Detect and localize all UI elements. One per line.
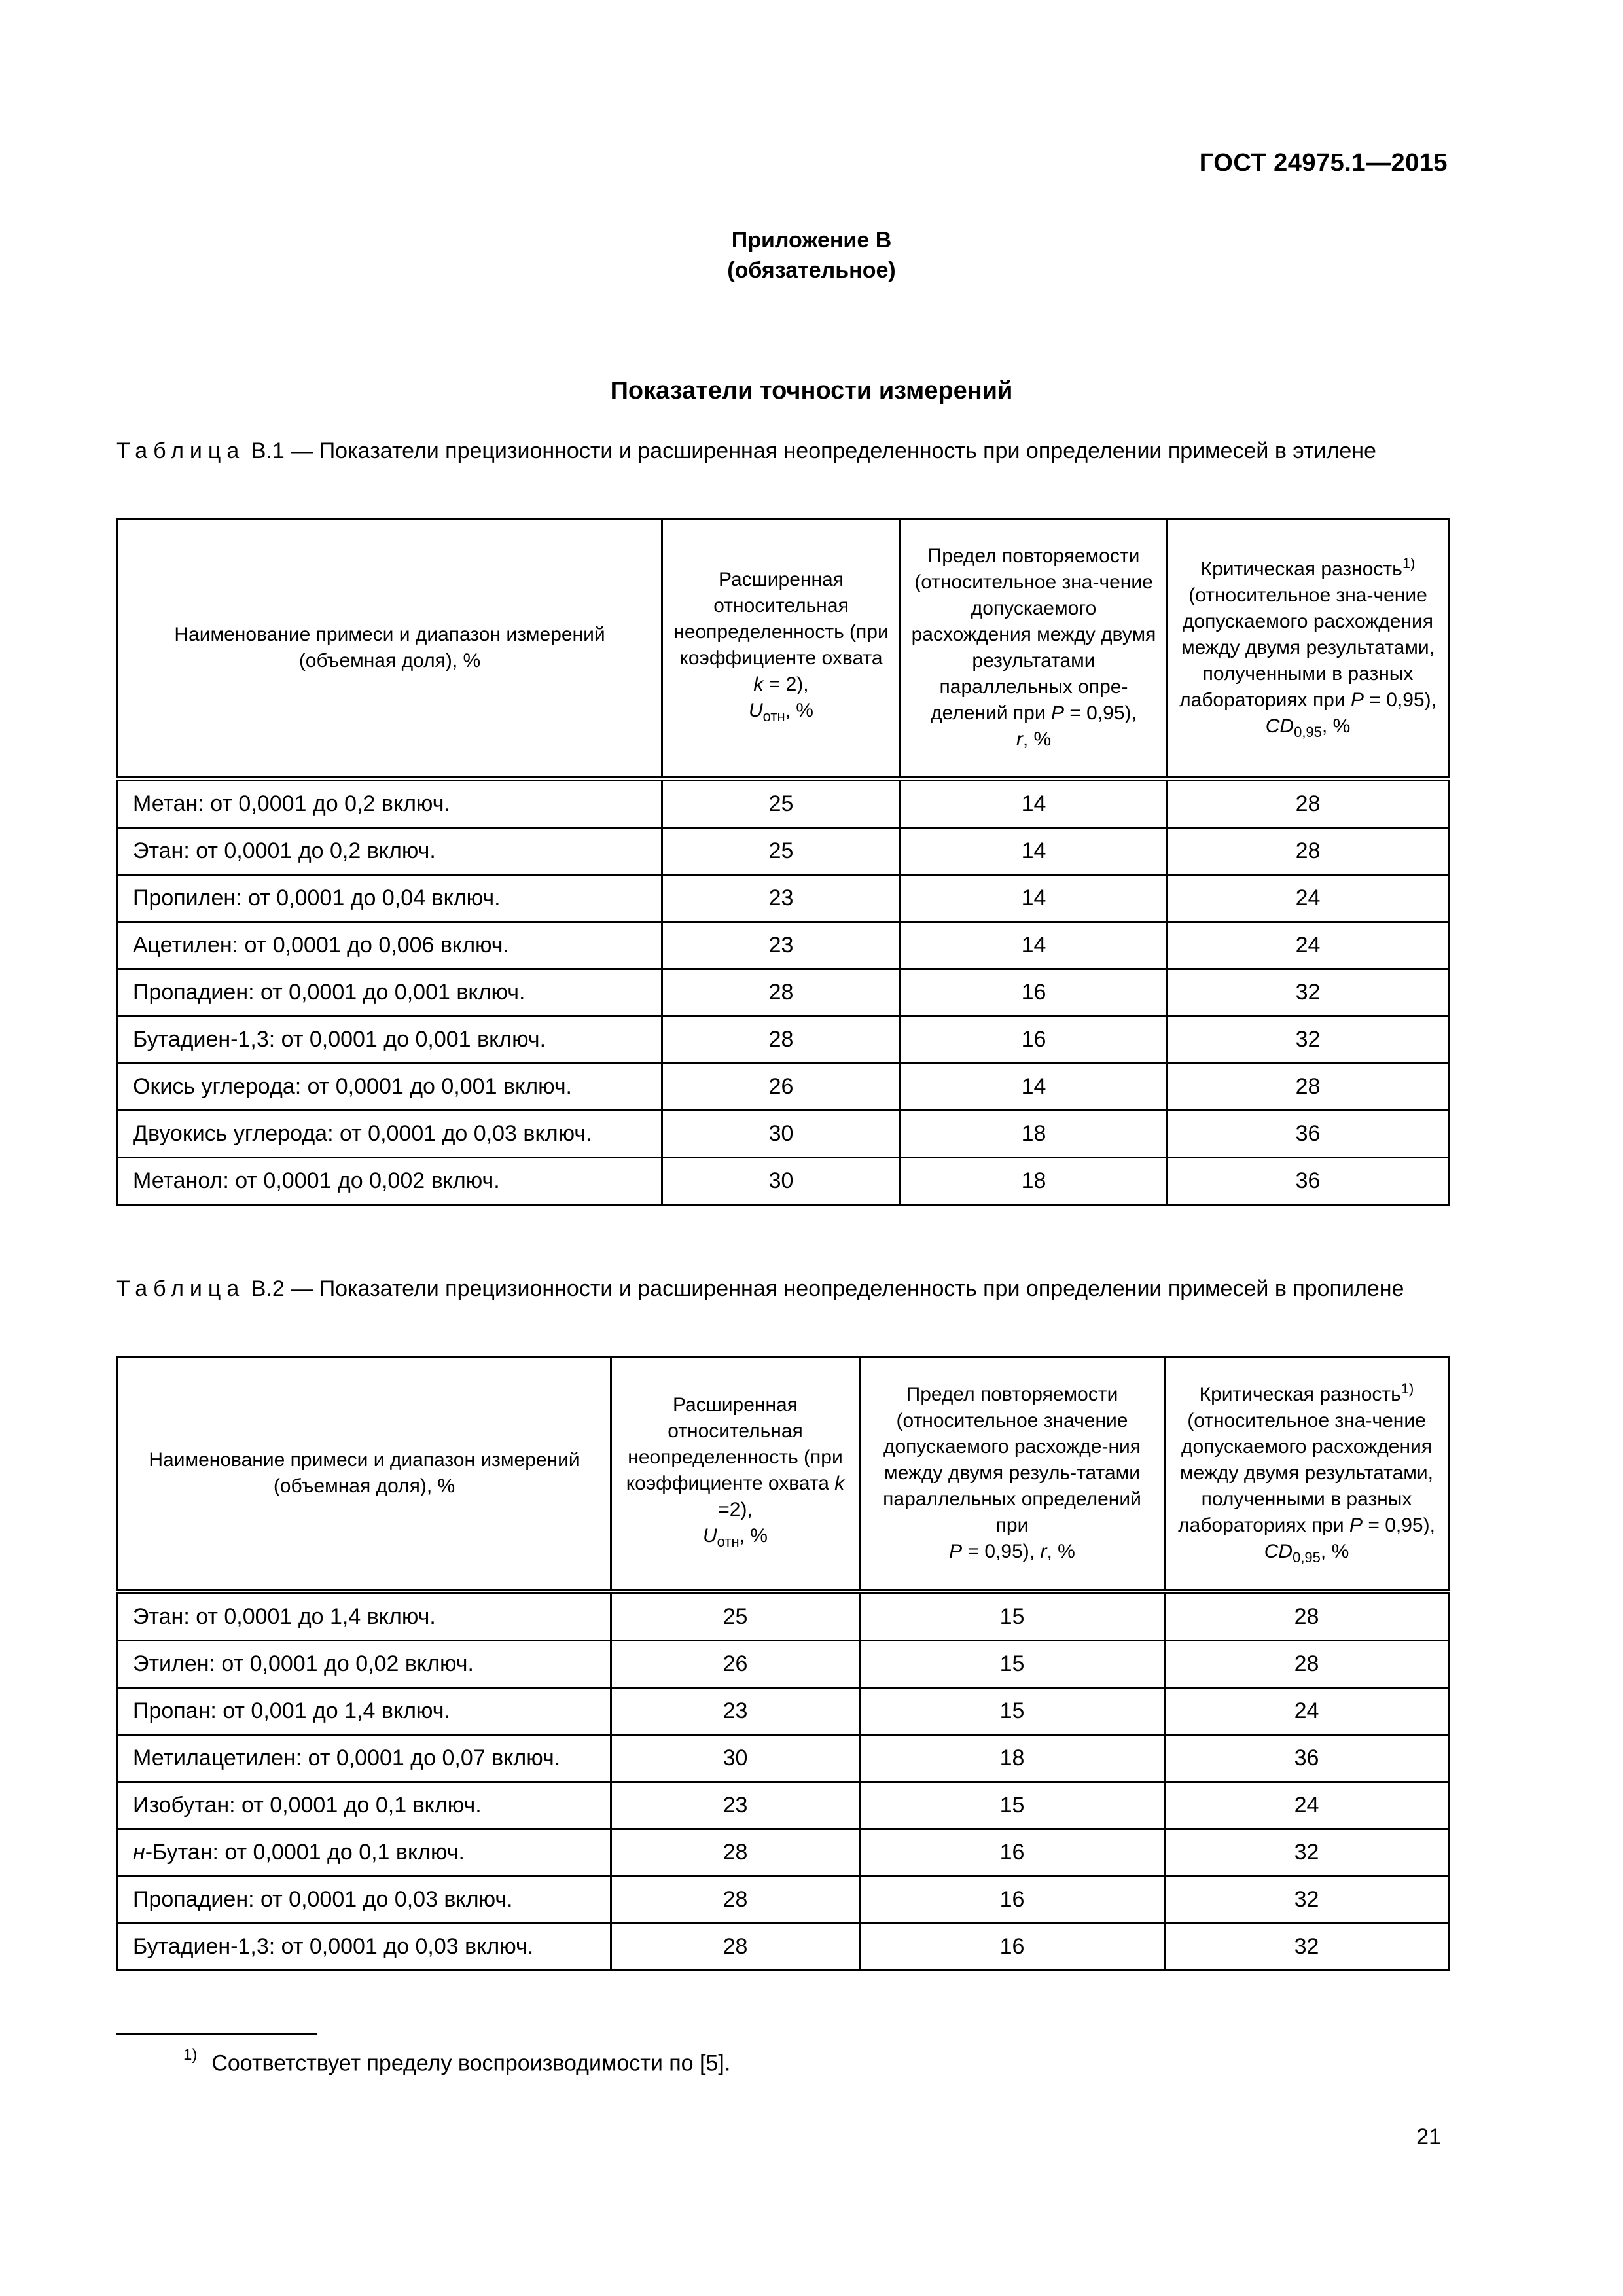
table-row bbox=[118, 827, 1449, 874]
appendix-status: (обязательное) bbox=[727, 258, 896, 283]
table1-cell-name: Пропилен: от 0,0001 до 0,04 включ. bbox=[118, 874, 662, 922]
table2-cell-u: 23 bbox=[611, 1782, 860, 1829]
footnote-marker: 1) bbox=[183, 2046, 198, 2064]
table1-cell-cd: 28 bbox=[1168, 779, 1449, 828]
table1 bbox=[116, 518, 1450, 1206]
table2-cell-r: 15 bbox=[860, 1592, 1165, 1641]
table-row bbox=[118, 1016, 1449, 1063]
table1-cell-u: 30 bbox=[662, 1157, 901, 1204]
table1-cell-r: 16 bbox=[901, 969, 1168, 1016]
table1-cell-cd: 32 bbox=[1168, 1016, 1449, 1063]
table-row bbox=[118, 1876, 1449, 1923]
table2-cell-cd: 36 bbox=[1165, 1734, 1449, 1782]
table2-cell-name: Метилацетилен: от 0,0001 до 0,07 включ. bbox=[118, 1734, 611, 1782]
table2-cell-u: 30 bbox=[611, 1734, 860, 1782]
table2-cell-r: 16 bbox=[860, 1876, 1165, 1923]
table2-cell-name: Пропадиен: от 0,0001 до 0,03 включ. bbox=[118, 1876, 611, 1923]
table2-cell-r: 15 bbox=[860, 1687, 1165, 1734]
table2-cell-cd: 24 bbox=[1165, 1687, 1449, 1734]
table1-header-repeatability: Предел повторяемости (относительное зна-чение допускаемого расхождения между двумя результатами параллельных опре-делений при P = 0,95), r, % bbox=[901, 520, 1168, 779]
table-row bbox=[118, 1640, 1449, 1687]
table1-cell-u: 23 bbox=[662, 922, 901, 969]
table1-cell-name: Ацетилен: от 0,0001 до 0,006 включ. bbox=[118, 922, 662, 969]
table1-cell-u: 28 bbox=[662, 969, 901, 1016]
table1-cell-cd: 28 bbox=[1168, 827, 1449, 874]
table2-cell-r: 18 bbox=[860, 1734, 1165, 1782]
table2-caption bbox=[116, 1274, 1448, 1304]
table2-header-critical-difference: Критическая разность$^{1)}$ (относительное зна-чение допускаемого расхождения между двумя результатами, полученными в разных лабораториях при P = 0,95), $CD_{0,95}$, % bbox=[1165, 1357, 1449, 1592]
table2-cell-u: 28 bbox=[611, 1829, 860, 1876]
table1-cell-r: 18 bbox=[901, 1110, 1168, 1157]
table2-cell-cd: 24 bbox=[1165, 1782, 1449, 1829]
table-row bbox=[118, 1782, 1449, 1829]
table2-cell-name-prefix: н bbox=[133, 1839, 145, 1865]
table-row bbox=[118, 969, 1449, 1016]
table2 bbox=[116, 1356, 1450, 1971]
table1-cell-r: 14 bbox=[901, 922, 1168, 969]
table-row bbox=[118, 1829, 1449, 1876]
table1-cell-r: 14 bbox=[901, 827, 1168, 874]
table2-cell-cd: 32 bbox=[1165, 1923, 1449, 1970]
table1-cell-u: 26 bbox=[662, 1063, 901, 1110]
table2-header-name: Наименование примеси и диапазон измерений (объемная доля), % bbox=[118, 1357, 611, 1592]
table1-cell-cd: 24 bbox=[1168, 922, 1449, 969]
table2-cell-name: Бутадиен-1,3: от 0,0001 до 0,03 включ. bbox=[118, 1923, 611, 1970]
table1-cell-r: 18 bbox=[901, 1157, 1168, 1204]
table1-cell-r: 14 bbox=[901, 874, 1168, 922]
table2-cell-name: Пропан: от 0,001 до 1,4 включ. bbox=[118, 1687, 611, 1734]
table1-cell-name: Двуокись углерода: от 0,0001 до 0,03 включ. bbox=[118, 1110, 662, 1157]
page-number: 21 bbox=[1416, 2125, 1441, 2149]
table2-cell-cd: 32 bbox=[1165, 1876, 1449, 1923]
table2-cell-u: 28 bbox=[611, 1923, 860, 1970]
table-row bbox=[118, 1110, 1449, 1157]
table1-cell-cd: 36 bbox=[1168, 1110, 1449, 1157]
table2-cell-name: н-Бутан: от 0,0001 до 0,1 включ. bbox=[118, 1829, 611, 1876]
table1-caption-text: В.1 — Показатели прецизионности и расширенная неопределенность при определении примесей в этилене bbox=[251, 439, 1376, 463]
table1-cell-cd: 24 bbox=[1168, 874, 1449, 922]
appendix-title: Приложение В bbox=[731, 228, 892, 253]
table1-cell-u: 30 bbox=[662, 1110, 901, 1157]
table-row bbox=[118, 1063, 1449, 1110]
table1-cell-r: 14 bbox=[901, 1063, 1168, 1110]
table1-cell-cd: 36 bbox=[1168, 1157, 1449, 1204]
table1-header-row bbox=[118, 520, 1449, 779]
table2-caption-text: В.2 — Показатели прецизионности и расширенная неопределенность при определении примесей в пропилене bbox=[251, 1276, 1404, 1301]
table1-cell-u: 28 bbox=[662, 1016, 901, 1063]
table-row bbox=[118, 1734, 1449, 1782]
table2-cell-u: 23 bbox=[611, 1687, 860, 1734]
table1-cell-name: Пропадиен: от 0,0001 до 0,001 включ. bbox=[118, 969, 662, 1016]
table2-cell-name: Этилен: от 0,0001 до 0,02 включ. bbox=[118, 1640, 611, 1687]
table1-caption bbox=[116, 436, 1448, 466]
table1-header-uncertainty: Расширенная относительная неопределенность (при коэффициенте охвата k = 2), $U_{отн}$, % bbox=[662, 520, 901, 779]
table2-cell-cd: 32 bbox=[1165, 1829, 1449, 1876]
table1-cell-name: Этан: от 0,0001 до 0,2 включ. bbox=[118, 827, 662, 874]
table1-cell-name: Окись углерода: от 0,0001 до 0,001 включ. bbox=[118, 1063, 662, 1110]
table2-header-row bbox=[118, 1357, 1449, 1592]
table1-cell-r: 14 bbox=[901, 779, 1168, 828]
table2-cell-u: 26 bbox=[611, 1640, 860, 1687]
table-row bbox=[118, 1157, 1449, 1204]
table1-header-name: Наименование примеси и диапазон измерений (объемная доля), % bbox=[118, 520, 662, 779]
table2-cell-u: 25 bbox=[611, 1592, 860, 1641]
table-row bbox=[118, 874, 1449, 922]
footnote-text: Соответствует пределу воспроизводимости по [5]. bbox=[211, 2051, 731, 2076]
table1-cell-u: 25 bbox=[662, 779, 901, 828]
table1-cell-r: 16 bbox=[901, 1016, 1168, 1063]
table1-label: Таблица bbox=[116, 439, 245, 463]
footnote bbox=[183, 2046, 731, 2076]
section-title: Показатели точности измерений bbox=[610, 377, 1013, 404]
table2-cell-u: 28 bbox=[611, 1876, 860, 1923]
table2-header-repeatability: Предел повторяемости (относительное значение допускаемого расхожде-ния между двумя резуль-татами параллельных определений при P = 0,95), r, % bbox=[860, 1357, 1165, 1592]
table2-cell-r: 15 bbox=[860, 1782, 1165, 1829]
table2-cell-cd: 28 bbox=[1165, 1640, 1449, 1687]
table-row bbox=[118, 1923, 1449, 1970]
table1-cell-name: Бутадиен-1,3: от 0,0001 до 0,001 включ. bbox=[118, 1016, 662, 1063]
table2-cell-r: 15 bbox=[860, 1640, 1165, 1687]
table-row bbox=[118, 1592, 1449, 1641]
table1-cell-cd: 32 bbox=[1168, 969, 1449, 1016]
table2-cell-name: Этан: от 0,0001 до 1,4 включ. bbox=[118, 1592, 611, 1641]
table2-cell-name: Изобутан: от 0,0001 до 0,1 включ. bbox=[118, 1782, 611, 1829]
table1-header-critical-difference: Критическая разность$^{1)}$ (относительное зна-чение допускаемого расхождения между двумя результатами, полученными в разных лабораториях при P = 0,95), $CD_{0,95}$, % bbox=[1168, 520, 1449, 779]
table2-label: Таблица bbox=[116, 1276, 245, 1301]
footnote-divider bbox=[116, 2033, 317, 2035]
table-row bbox=[118, 779, 1449, 828]
table1-cell-name: Метан: от 0,0001 до 0,2 включ. bbox=[118, 779, 662, 828]
table-row bbox=[118, 922, 1449, 969]
table2-cell-r: 16 bbox=[860, 1923, 1165, 1970]
appendix-heading bbox=[0, 225, 1623, 285]
table1-cell-u: 23 bbox=[662, 874, 901, 922]
table2-cell-r: 16 bbox=[860, 1829, 1165, 1876]
standard-code: ГОСТ 24975.1—2015 bbox=[1199, 149, 1448, 177]
table1-cell-cd: 28 bbox=[1168, 1063, 1449, 1110]
table-row bbox=[118, 1687, 1449, 1734]
table2-header-uncertainty: Расширенная относительная неопределенность (при коэффициенте охвата k =2), $U_{отн}$, % bbox=[611, 1357, 860, 1592]
table1-cell-name: Метанол: от 0,0001 до 0,002 включ. bbox=[118, 1157, 662, 1204]
table2-cell-cd: 28 bbox=[1165, 1592, 1449, 1641]
table1-cell-u: 25 bbox=[662, 827, 901, 874]
